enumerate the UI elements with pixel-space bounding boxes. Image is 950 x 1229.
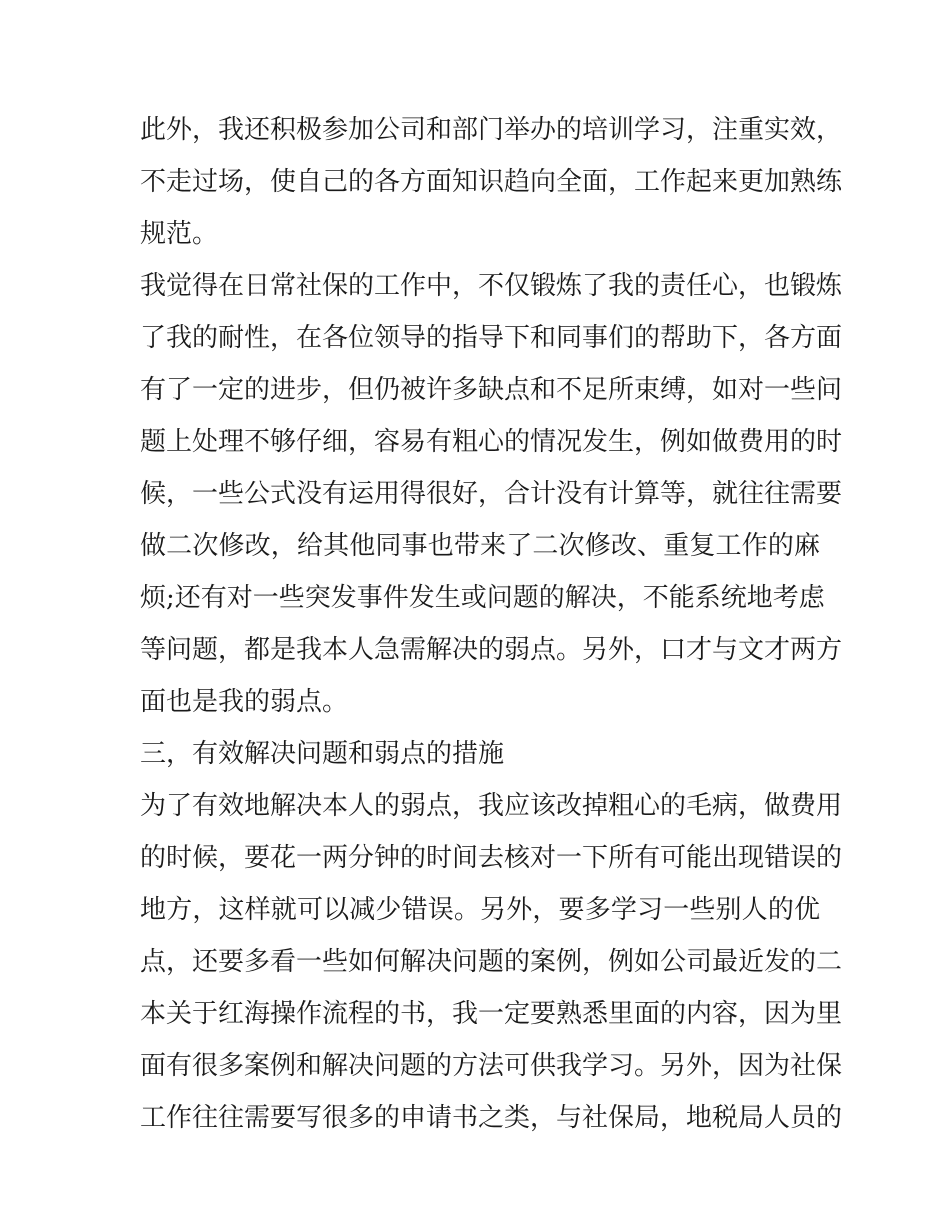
text-line: 的时候，要花一两分钟的时间去核对一下所有可能出现错误的 — [140, 843, 843, 873]
section-heading — [140, 728, 820, 780]
text-line: 规范。 — [140, 219, 219, 249]
text-line: 我觉得在日常社保的工作中，不仅锻炼了我的责任心，也锻炼 — [140, 271, 843, 301]
text-line: 面有很多案例和解决问题的方法可供我学习。另外，因为社保 — [140, 1051, 843, 1081]
text-line: 等问题，都是我本人急需解决的弱点。另外，口才与文才两方 — [140, 635, 843, 665]
paragraph-weaknesses — [140, 260, 843, 728]
text-line: 有了一定的进步，但仍被许多缺点和不足所束缚，如对一些问 — [140, 375, 843, 405]
text-line: 地方，这样就可以减少错误。另外，要多学习一些别人的优 — [140, 895, 820, 925]
document-body — [140, 104, 843, 1144]
text-line: 烦;还有对一些突发事件发生或问题的解决，不能系统地考虑 — [140, 583, 825, 613]
text-line: 为了有效地解决本人的弱点，我应该改掉粗心的毛病，做费用 — [140, 791, 843, 821]
text-line: 本关于红海操作流程的书，我一定要熟悉里面的内容，因为里 — [140, 999, 843, 1029]
text-line: 不走过场，使自己的各方面知识趋向全面，工作起来更加熟练 — [140, 167, 843, 197]
text-line: 此外，我还积极参加公司和部门举办的培训学习，注重实效， — [140, 115, 843, 145]
text-line: 了我的耐性，在各位领导的指导下和同事们的帮助下，各方面 — [140, 323, 843, 353]
heading-line: 三，有效解决问题和弱点的措施 — [140, 739, 505, 769]
text-line: 点，还要多看一些如何解决问题的案例，例如公司最近发的二 — [140, 947, 843, 977]
text-line: 题上处理不够仔细，容易有粗心的情况发生，例如做费用的时 — [140, 427, 843, 457]
text-line: 做二次修改，给其他同事也带来了二次修改、重复工作的麻 — [140, 531, 820, 561]
text-line: 面也是我的弱点。 — [140, 687, 349, 717]
text-line: 候，一些公式没有运用得很好，合计没有计算等，就往往需要 — [140, 479, 843, 509]
paragraph-training — [140, 104, 843, 260]
paragraph-measures — [140, 780, 843, 1144]
text-line: 工作往往需要写很多的申请书之类，与社保局，地税局人员的 — [140, 1103, 843, 1133]
